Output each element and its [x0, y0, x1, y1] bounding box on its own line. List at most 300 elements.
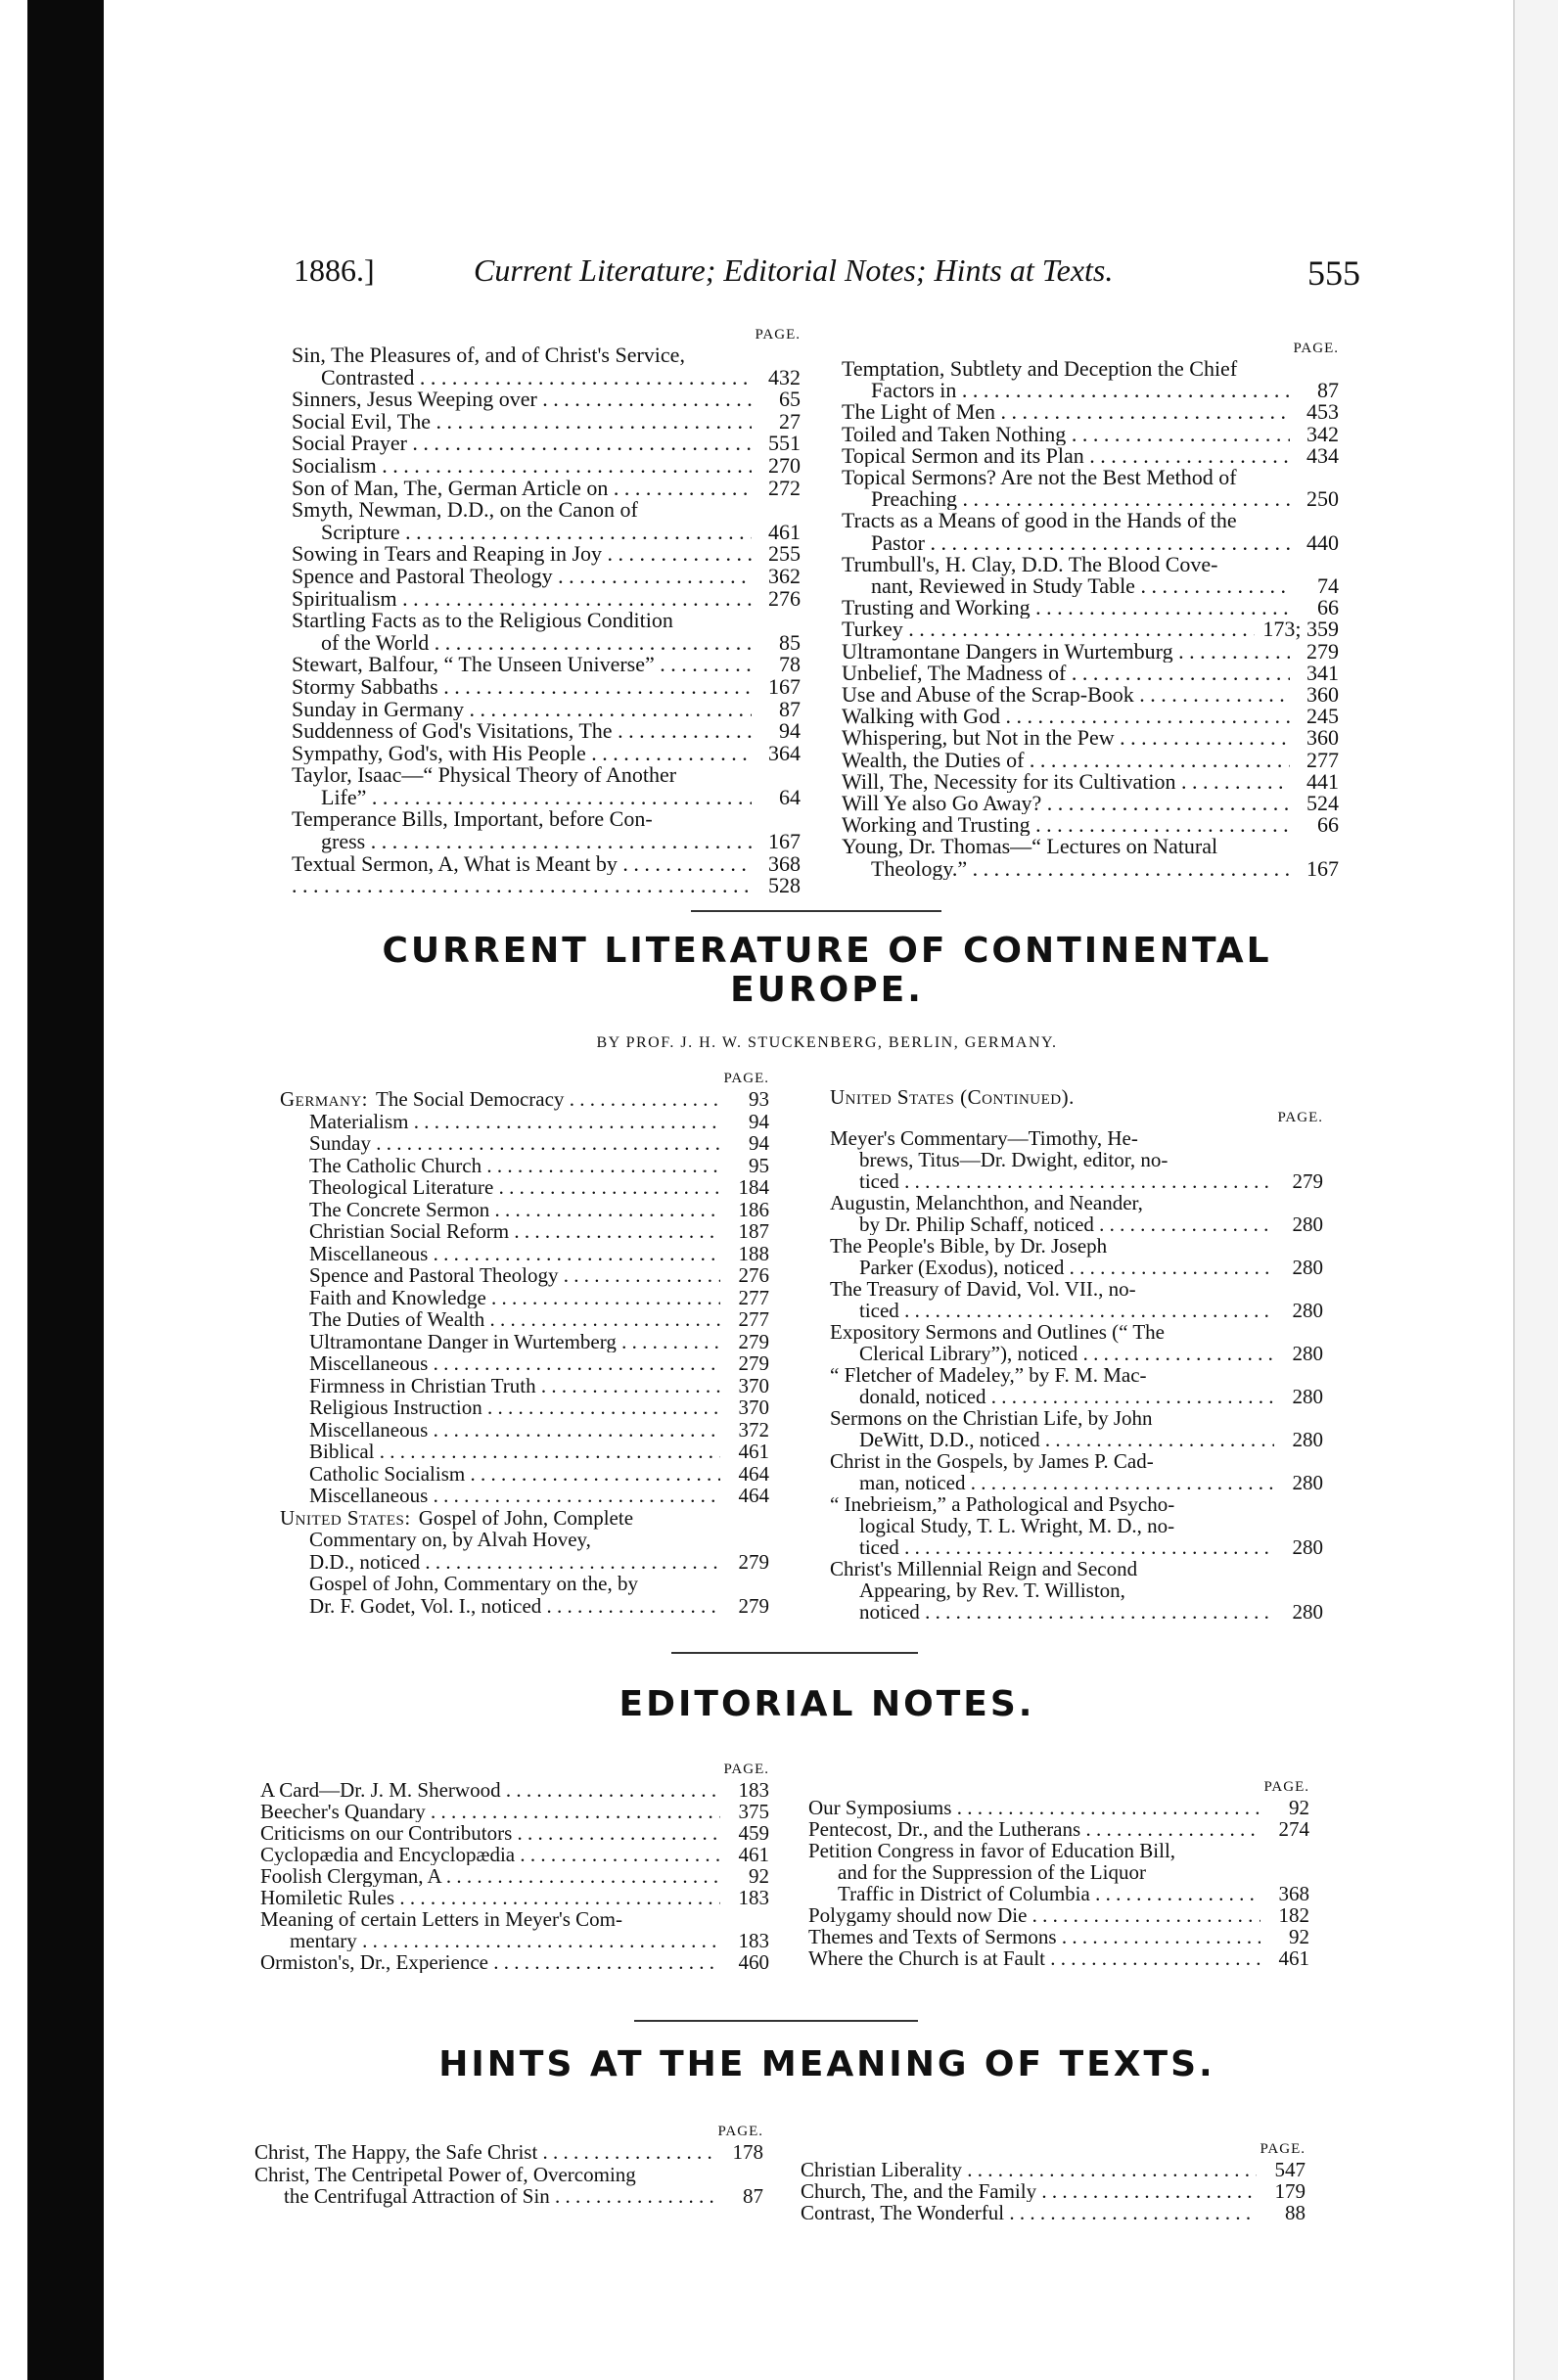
- index-entry: [260, 1822, 769, 1844]
- index-entry-text: [280, 1220, 720, 1243]
- entry-page-number: 342: [1306, 421, 1339, 446]
- entry-line: [842, 793, 1290, 814]
- index-entry-text: [292, 389, 752, 411]
- entry-text: Sermons on the Christian Life, by John: [830, 1407, 1153, 1430]
- index-entry: [830, 1558, 1323, 1623]
- index-entry: [280, 1463, 769, 1486]
- entry-text: Topical Sermon and its Plan: [842, 444, 1084, 468]
- entry-line: [280, 1419, 720, 1442]
- entry-page-number: 441: [1306, 768, 1339, 794]
- entry-text: nant, Reviewed in Study Table: [871, 575, 1135, 598]
- hints-title: HINTS AT THE MEANING OF TEXTS.: [438, 2044, 1215, 2084]
- entry-line: [842, 380, 1290, 401]
- entry-line: [842, 488, 1290, 510]
- entry-line: [801, 2159, 1257, 2180]
- entry-line: [280, 1352, 720, 1375]
- entry-text: Scripture: [321, 521, 400, 544]
- entry-text: Tracts as a Means of good in the Hands of the: [842, 510, 1237, 533]
- index-entry: [292, 344, 801, 389]
- index-entry-text: [842, 618, 1255, 640]
- entry-text: The Light of Men: [842, 401, 996, 424]
- index-entry-text: [842, 684, 1290, 706]
- index-entry: [842, 467, 1339, 510]
- entry-line: [842, 467, 1290, 488]
- entry-page-number: 461: [1278, 1946, 1309, 1970]
- entry-line: [808, 1926, 1260, 1947]
- entry-page-number: 279: [1292, 1169, 1323, 1193]
- editorial-notes-column-left: [260, 1760, 769, 1973]
- entry-text: Sinners, Jesus Weeping over: [292, 389, 537, 411]
- index-entry-text: [842, 358, 1290, 401]
- entry-text: The Duties of Wealth: [309, 1308, 485, 1331]
- entry-line: [830, 1364, 1274, 1386]
- index-entry: [842, 747, 1339, 772]
- entry-text: Trusting and Working: [842, 597, 1031, 619]
- entry-page-number: 92: [1289, 1796, 1309, 1819]
- entry-text: Religious Instruction: [309, 1396, 482, 1419]
- entry-line: [260, 1951, 720, 1973]
- index-entry-text: [808, 1840, 1260, 1904]
- entry-page-number: 94: [749, 1131, 769, 1155]
- index-entry-text: [842, 424, 1290, 445]
- entry-page-number: 280: [1292, 1471, 1323, 1494]
- entry-page-number: 245: [1306, 704, 1339, 729]
- entry-line: [830, 1493, 1274, 1515]
- entry-text: Beecher's Quandary: [260, 1801, 426, 1822]
- index-entry: [260, 1779, 769, 1801]
- index-entry: [292, 740, 801, 765]
- entry-text: Meyer's Commentary—Timothy, He-: [830, 1127, 1138, 1150]
- current-literature-column-left: [280, 1069, 769, 1617]
- entry-text: Sowing in Tears and Reaping in Joy: [292, 543, 603, 566]
- entry-text: ticed: [859, 1536, 899, 1558]
- entry-page-number: 66: [1317, 595, 1339, 620]
- entry-text: Pentecost, Dr., and the Lutherans: [808, 1818, 1081, 1840]
- editorial-notes-title: EDITORIAL NOTES.: [619, 1684, 1035, 1724]
- section-divider: [671, 1652, 918, 1654]
- index-entry: [254, 2141, 763, 2164]
- entry-page-number: 66: [1317, 812, 1339, 838]
- index-entry: [292, 808, 801, 852]
- index-entry-text: [254, 2164, 714, 2208]
- entry-line: [830, 1149, 1274, 1170]
- index-entry-text: [292, 566, 752, 588]
- entry-text: Christian Social Reform: [309, 1220, 510, 1243]
- entry-line: [830, 1321, 1274, 1343]
- entry-page-number: 88: [1285, 2201, 1306, 2224]
- current-literature-title-line1: CURRENT LITERATURE OF CONTINENTAL: [382, 931, 1272, 971]
- index-entry-text: [830, 1127, 1274, 1192]
- entry-line: [280, 1551, 720, 1574]
- index-entry: [280, 1308, 769, 1331]
- index-entry: [842, 597, 1339, 618]
- editorial-notes-column-right: [808, 1777, 1309, 1969]
- entry-text: and for the Suppression of the Liquor: [838, 1860, 1146, 1884]
- entry-line: [280, 1375, 720, 1397]
- entry-page-number: 370: [738, 1373, 769, 1397]
- entry-text: Whispering, but Not in the Pew: [842, 727, 1115, 750]
- index-entry: [260, 1887, 769, 1908]
- index-entry: [808, 1818, 1309, 1840]
- index-entry-text: [830, 1450, 1274, 1493]
- entry-page-number: 280: [1292, 1299, 1323, 1322]
- index-entry-text: [280, 1352, 720, 1375]
- entry-text: Gospel of John, Commentary on the, by: [309, 1573, 638, 1595]
- entry-line: [292, 411, 752, 434]
- entry-text: by Dr. Philip Schaff, noticed: [859, 1213, 1094, 1235]
- index-entry: [808, 1797, 1309, 1818]
- index-entry: [842, 442, 1339, 468]
- entry-line: [292, 831, 752, 853]
- index-entry-text: [808, 1947, 1260, 1969]
- index-entry: [842, 706, 1339, 727]
- entry-text: brews, Titus—Dr. Dwight, editor, no-: [859, 1148, 1168, 1171]
- index-entry-text: [842, 771, 1290, 793]
- index-entry: [292, 585, 801, 611]
- entry-text: Ultramontane Danger in Wurtemberg: [309, 1330, 617, 1352]
- index-entry: [280, 1287, 769, 1309]
- entry-line: [280, 1396, 720, 1419]
- entry-line: [808, 1840, 1260, 1861]
- entry-line: [842, 771, 1290, 793]
- entry-line: [254, 2164, 714, 2186]
- entry-page-number: 279: [738, 1329, 769, 1353]
- index-entry-text: [292, 720, 752, 743]
- entry-page-number: 188: [738, 1241, 769, 1265]
- index-entry-text: [292, 478, 752, 500]
- entry-text: Expository Sermons and Outlines (“ The: [830, 1321, 1165, 1344]
- index-entry-text: [292, 699, 752, 721]
- index-entry-text: [842, 401, 1290, 423]
- entry-page-number: 279: [738, 1593, 769, 1618]
- entry-text: Socialism: [292, 454, 377, 478]
- entry-page-number: 74: [1317, 573, 1339, 599]
- index-entry-text: [808, 1818, 1260, 1840]
- entry-page-number: 85: [779, 629, 801, 655]
- index-entry-text: [280, 1375, 720, 1397]
- index-entry: [280, 1088, 769, 1111]
- entry-text: Miscellaneous: [309, 1485, 429, 1507]
- index-entry: [292, 850, 801, 876]
- entry-text: Firmness in Christian Truth: [309, 1374, 536, 1396]
- index-entry-text: [280, 1176, 720, 1199]
- entry-page-number: 276: [768, 585, 801, 611]
- entry-line: [280, 1308, 720, 1331]
- entry-page-number: 277: [1306, 747, 1339, 772]
- entry-line: [292, 367, 752, 389]
- entry-line: [292, 588, 752, 611]
- entry-text: Themes and Texts of Sermons: [808, 1926, 1057, 1947]
- entry-text: Meaning of certain Letters in Meyer's Com-: [260, 1908, 623, 1931]
- index-entry: [260, 1908, 769, 1951]
- index-entry-text: [292, 411, 752, 434]
- index-entry: [254, 2164, 763, 2208]
- index-entry-text: [830, 1278, 1274, 1321]
- entry-page-number: 187: [738, 1219, 769, 1243]
- entry-line: [280, 1441, 720, 1463]
- entry-page-number: 178: [732, 2140, 763, 2164]
- entry-page-number: 440: [1306, 529, 1339, 555]
- index-column-right: [842, 339, 1339, 880]
- entry-text: Taylor, Isaac—“ Physical Theory of Another: [292, 764, 677, 788]
- index-entry: [842, 638, 1339, 664]
- entry-text: Theological Literature: [309, 1176, 494, 1199]
- entry-line: [280, 1287, 720, 1309]
- index-entry: [292, 696, 801, 721]
- entry-line: [808, 1883, 1260, 1904]
- entry-text: Appearing, by Rev. T. Williston,: [859, 1579, 1125, 1602]
- entry-line: [254, 2141, 714, 2164]
- index-entry: [830, 1321, 1323, 1364]
- entry-page-number: 360: [1306, 725, 1339, 751]
- index-entry-text: [280, 1264, 720, 1287]
- entry-page-number: 364: [768, 740, 801, 765]
- index-entry-text: [292, 433, 752, 455]
- entry-line: [280, 1507, 720, 1530]
- entry-page-number: 167: [768, 829, 801, 854]
- index-entry: [830, 1450, 1323, 1493]
- entry-line: [260, 1908, 720, 1930]
- entry-page-number: 182: [1278, 1903, 1309, 1927]
- entry-text: Turkey: [842, 618, 903, 641]
- index-entry-text: [260, 1801, 720, 1822]
- current-literature-byline: BY PROF. J. H. W. STUCKENBERG, BERLIN, GERMANY.: [596, 1034, 1058, 1051]
- entry-page-number: 167: [1306, 855, 1339, 881]
- entry-text: Augustin, Melanchthon, and Neander,: [830, 1192, 1143, 1214]
- entry-line: [280, 1199, 720, 1221]
- index-entry: [830, 1127, 1323, 1192]
- entry-line: [280, 1485, 720, 1507]
- index-entry-text: [830, 1235, 1274, 1278]
- entry-line: [842, 641, 1290, 663]
- entry-page-number: 360: [1306, 682, 1339, 708]
- entry-line: [292, 743, 752, 765]
- index-entry-text: [292, 499, 752, 543]
- index-entry: [292, 610, 801, 654]
- index-entry-text: [292, 455, 752, 478]
- index-entry-text: [292, 875, 752, 897]
- index-entry-text: [280, 1243, 720, 1265]
- entry-text: Preaching: [871, 488, 957, 511]
- index-entry: [292, 764, 801, 808]
- index-entry-text: [280, 1463, 720, 1486]
- index-entry: [280, 1352, 769, 1375]
- entry-text: Unbelief, The Madness of: [842, 662, 1067, 685]
- index-entry: [292, 720, 801, 743]
- entry-text: Our Symposiums: [808, 1797, 952, 1818]
- index-entry: [842, 358, 1339, 401]
- entry-page-number: 547: [1274, 2158, 1306, 2181]
- entry-line: [842, 510, 1290, 531]
- index-entry-text: [292, 588, 752, 611]
- index-entry-text: [842, 750, 1290, 771]
- index-entry-text: [280, 1441, 720, 1463]
- entry-text: D.D., noticed: [309, 1550, 421, 1573]
- entry-text: Use and Abuse of the Scrap-Book: [842, 684, 1134, 707]
- index-entry-text: [842, 814, 1290, 836]
- index-entry: [292, 475, 801, 500]
- index-entry-text: [280, 1419, 720, 1442]
- entry-line: [842, 663, 1290, 684]
- entry-page-number: 183: [738, 1778, 769, 1802]
- index-entry: [260, 1801, 769, 1822]
- entry-page-number: 551: [768, 431, 801, 456]
- entry-text: Commentary on, by Alvah Hovey,: [309, 1528, 591, 1551]
- entry-line: [292, 676, 752, 699]
- page-number: 555: [1307, 253, 1360, 293]
- entry-line: [280, 1243, 720, 1265]
- index-entry: [280, 1132, 769, 1155]
- entry-page-number: 92: [749, 1864, 769, 1888]
- index-column-left: [292, 325, 801, 897]
- entry-text: Pastor: [871, 531, 925, 554]
- index-entry-text: [292, 344, 752, 389]
- entry-line: [280, 1595, 720, 1618]
- entry-line: [280, 1111, 720, 1133]
- index-entry-text: [260, 1908, 720, 1951]
- entry-page-number: 280: [1292, 1342, 1323, 1365]
- index-entry: [808, 1947, 1309, 1969]
- index-entry: [280, 1199, 769, 1221]
- entry-page-number: 461: [738, 1843, 769, 1866]
- entry-line: [280, 1220, 720, 1243]
- entry-line: [260, 1822, 720, 1844]
- entry-line: [801, 2180, 1257, 2202]
- entry-page-number: 277: [738, 1307, 769, 1331]
- entry-line: [801, 2202, 1257, 2223]
- entry-line: [842, 575, 1290, 597]
- index-entry-text: [280, 1331, 720, 1353]
- entry-page-number: 65: [779, 387, 801, 412]
- entry-page-number: 179: [1274, 2179, 1306, 2203]
- entry-line: [842, 618, 1255, 640]
- entry-line: [260, 1844, 720, 1865]
- entry-line: [830, 1515, 1274, 1536]
- index-entry: [830, 1278, 1323, 1321]
- entry-text: Stormy Sabbaths: [292, 675, 438, 699]
- index-entry-text: [292, 676, 752, 699]
- entry-text: Will, The, Necessity for its Cultivation: [842, 770, 1176, 794]
- entry-text: Will Ye also Go Away?: [842, 793, 1042, 815]
- index-entry-text: [292, 543, 752, 566]
- index-entry-text: [280, 1111, 720, 1133]
- entry-page-number: 528: [768, 873, 801, 898]
- entry-text: Temptation, Subtlety and Deception the Chief: [842, 358, 1238, 381]
- entry-page-number: 183: [738, 1886, 769, 1909]
- index-entry: [280, 1485, 769, 1507]
- page-column-label: PAGE.: [723, 1071, 769, 1086]
- entry-line: [292, 787, 752, 809]
- entry-text: Sunday in Germany: [292, 698, 464, 721]
- index-entry: [260, 1951, 769, 1973]
- entry-line: [280, 1331, 720, 1353]
- entry-page-number: 368: [768, 850, 801, 876]
- entry-line: [292, 610, 752, 632]
- entry-text: Stewart, Balfour, “ The Unseen Universe”: [292, 654, 655, 676]
- index-entry: [292, 433, 801, 455]
- entry-line: [830, 1536, 1274, 1558]
- entry-line: [842, 727, 1290, 749]
- entry-line: [808, 1818, 1260, 1840]
- entry-text: noticed: [859, 1601, 920, 1623]
- entry-text: Startling Facts as to the Religious Condition: [292, 610, 673, 633]
- entry-page-number: 368: [1278, 1882, 1309, 1905]
- entry-line: [808, 1797, 1260, 1818]
- entry-line: [830, 1579, 1274, 1601]
- entry-page-number: 270: [768, 452, 801, 478]
- entry-text: gress: [321, 831, 366, 853]
- entry-text: Spence and Pastoral Theology: [292, 565, 553, 588]
- index-entry: [292, 654, 801, 676]
- entry-line: [842, 597, 1290, 618]
- binding-edge: [27, 0, 104, 2380]
- index-entry-text: [830, 1407, 1274, 1450]
- entry-page-number: 94: [749, 1109, 769, 1133]
- index-entry-text: [842, 554, 1290, 597]
- entry-line: [830, 1601, 1274, 1623]
- index-entry-text: [260, 1865, 720, 1887]
- entry-line: [280, 1264, 720, 1287]
- index-entry-text: [292, 610, 752, 654]
- entry-page-number: 362: [768, 563, 801, 588]
- index-entry: [842, 660, 1339, 685]
- entry-text: Spiritualism: [292, 587, 397, 611]
- entry-line: [292, 875, 752, 897]
- entry-page-number: 279: [738, 1549, 769, 1574]
- index-entry: [842, 836, 1339, 879]
- index-entry: [842, 793, 1339, 814]
- current-literature-title: [294, 932, 1360, 1011]
- entry-line: [260, 1801, 720, 1822]
- entry-text: Church, The, and the Family: [801, 2180, 1037, 2202]
- entry-page-number: 280: [1292, 1600, 1323, 1624]
- entry-text: Son of Man, The, German Article on: [292, 477, 609, 500]
- entry-page-number: 27: [779, 408, 801, 434]
- entry-text: Walking with God: [842, 706, 1000, 728]
- index-entry: [280, 1419, 769, 1442]
- entry-line: [292, 853, 752, 876]
- entry-text: Cyclopædia and Encyclopædia: [260, 1844, 516, 1865]
- entry-text: Christ, The Happy, the Safe Christ: [254, 2141, 538, 2164]
- entry-text: Suddenness of God's Visitations, The: [292, 720, 613, 743]
- entry-text: Materialism: [309, 1110, 409, 1132]
- index-entry: [280, 1155, 769, 1177]
- entry-text: Social Evil, The: [292, 410, 431, 434]
- entry-line: [830, 1472, 1274, 1493]
- entry-text: DeWitt, D.D., noticed: [859, 1429, 1040, 1450]
- entry-text: Dr. F. Godet, Vol. I., noticed: [309, 1594, 542, 1617]
- index-entry: [842, 421, 1339, 446]
- entry-page-number: 370: [738, 1396, 769, 1419]
- entry-page-number: 184: [738, 1175, 769, 1199]
- entry-line: [292, 389, 752, 411]
- index-entry-text: [280, 1155, 720, 1177]
- entry-line: [808, 1861, 1260, 1883]
- entry-page-number: 524: [1306, 791, 1339, 816]
- entry-line: [292, 764, 752, 787]
- index-entry-text: [808, 1904, 1260, 1926]
- index-entry-text: [280, 1308, 720, 1331]
- index-entry-text: [842, 445, 1290, 467]
- index-entry-text: [842, 510, 1290, 553]
- entry-text: Ultramontane Dangers in Wurtemburg: [842, 640, 1173, 663]
- index-entry: [292, 452, 801, 478]
- entry-line: [292, 699, 752, 721]
- entry-text: Young, Dr. Thomas—“ Lectures on Natural: [842, 836, 1218, 859]
- entry-line: [292, 566, 752, 588]
- entry-page-number: 375: [738, 1800, 769, 1823]
- entry-text: Polygamy should now Die: [808, 1904, 1028, 1926]
